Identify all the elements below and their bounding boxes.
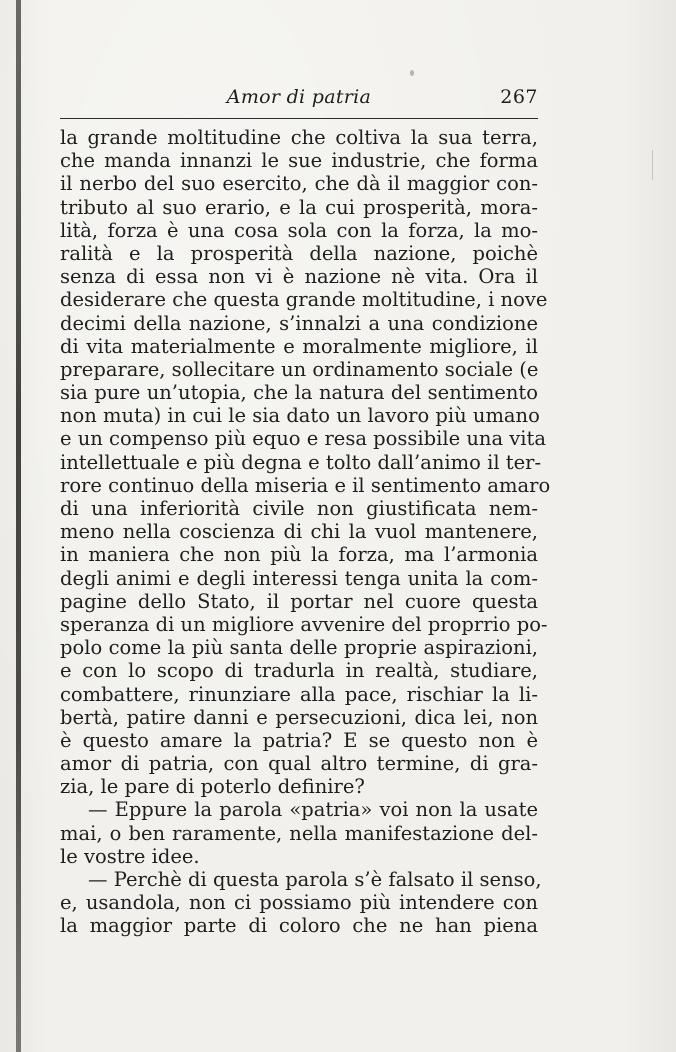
text-line: in maniera che non più la forza, ma l’armonia (60, 543, 538, 567)
text-line: — Perchè di questa parola s’è falsato il senso, (88, 868, 542, 891)
running-title: Amor di patria (226, 86, 372, 108)
text-line: e, usandola, non ci possiamo più intendere con (60, 891, 538, 915)
text-line: zia, le pare di poterlo definire? (60, 775, 365, 799)
binding-edge-shadow (16, 0, 21, 1052)
text-line: ralità e la prosperità della nazione, poichè (60, 241, 538, 265)
text-line: pagine dello Stato, il portar nel cuore questa (60, 589, 538, 613)
text-line: mai, o ben raramente, nella manifestazione del- (60, 821, 538, 845)
body-text (60, 126, 551, 938)
text-line: polo come la più santa delle proprie aspirazioni, (60, 636, 538, 660)
page-header (60, 82, 538, 116)
text-line: lità, forza è una cosa sola con la forza, la mo- (60, 218, 538, 242)
text-line: senza di essa non vi è nazione nè vita. Ora il (60, 265, 538, 289)
text-line: e con lo scopo di tradurla in realtà, studiare, (60, 659, 538, 683)
text-line: speranza di un migliore avvenire del proprrio po- (60, 612, 548, 636)
text-line: sia pure un’utopia, che la natura del sentimento (60, 381, 538, 405)
header-rule (60, 118, 538, 119)
text-line: rore continuo della miseria e il sentimento amaro (60, 473, 551, 497)
text-line: e un compenso più equo e resa possibile una vita (60, 427, 546, 451)
text-line: il nerbo del suo esercito, che dà il maggior con- (60, 172, 538, 196)
text-line: non muta) in cui le sia dato un lavoro più umano (60, 404, 540, 428)
paper-edge-mark (652, 150, 653, 180)
text-line: desiderare che questa grande moltitudine, i nove (60, 288, 548, 312)
text-line: combattere, rinunziare alla pace, rischiar la li- (60, 682, 538, 706)
paper-speck (410, 70, 414, 76)
text-line: le vostre idee. (60, 844, 200, 868)
text-line: decimi della nazione, s’innalzi a una condizione (60, 311, 538, 335)
text-line: è questo amare la patria? E se questo non è (60, 728, 538, 752)
text-line: la maggior parte di coloro che ne han piena (60, 914, 538, 938)
text-line: tributo al suo erario, e la cui prosperità, mora- (60, 195, 538, 219)
text-line: di una inferiorità civile non giustificata nem- (60, 497, 538, 520)
text-line: amor di patria, con qual altro termine, di gra- (60, 752, 538, 776)
text-line: — Eppure la parola «patria» voi non la usate (88, 798, 538, 822)
text-line: la grande moltitudine che coltiva la sua terra, (60, 126, 538, 149)
text-line: degli animi e degli interessi tenga unita la com- (60, 566, 538, 590)
page-number: 267 (500, 86, 538, 108)
text-line: bertà, patire danni e persecuzioni, dica lei, non (60, 705, 538, 729)
text-line: che manda innanzi le sue industrie, che forma (60, 149, 538, 173)
text-line: intellettuale e più degna e tolto dall’animo il ter- (60, 450, 542, 474)
text-line: di vita materialmente e moralmente migliore, il (60, 334, 538, 358)
text-line: meno nella coscienza di chi la vuol mantenere, (60, 520, 538, 544)
text-line: preparare, sollecitare un ordinamento sociale (e (60, 357, 539, 381)
